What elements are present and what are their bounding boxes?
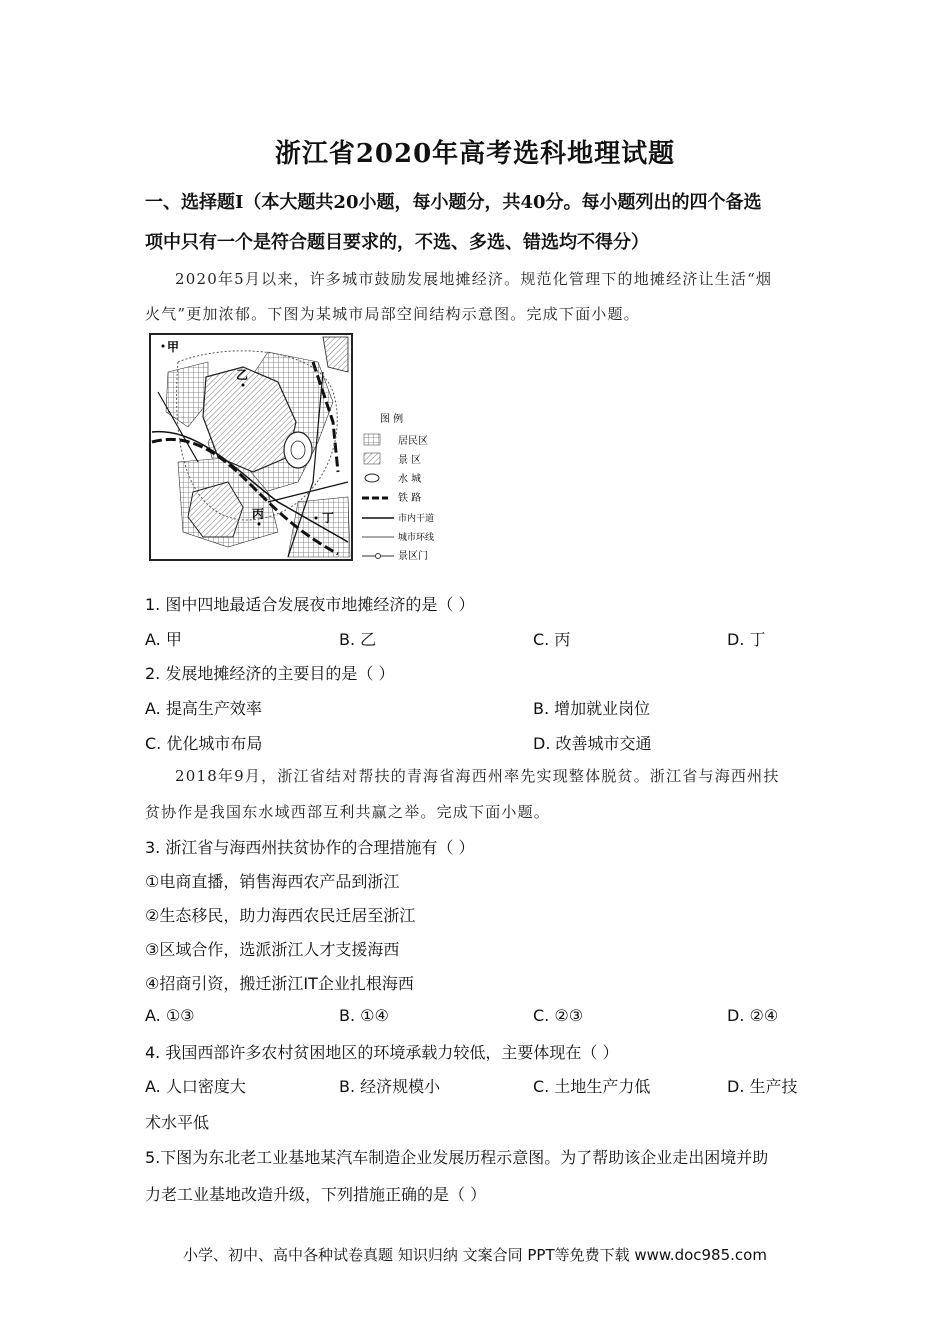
place-ding: 丁 bbox=[322, 511, 335, 525]
legend-ring-road: 城市环线 bbox=[398, 533, 435, 543]
legend-main-road: 市内干道 bbox=[398, 514, 435, 524]
q3-item-2: ②生态移民，助力海西农民迁居至浙江 bbox=[145, 906, 416, 925]
water-city bbox=[284, 432, 312, 468]
legend-title: 图 例 bbox=[380, 414, 404, 425]
legend-residential: 居民区 bbox=[398, 436, 428, 447]
q3-stem: 3. 浙江省与海西州扶贫协作的合理措施有（ ） bbox=[145, 838, 475, 857]
legend-swatch-residential bbox=[364, 434, 380, 445]
q1-option-d: D. 丁 bbox=[727, 630, 766, 649]
q2-option-c: C. 优化城市布局 bbox=[145, 734, 263, 753]
q3-item-3: ③区域合作，选派浙江人才支援海西 bbox=[145, 940, 400, 959]
intro2-line-1: 2018年9月，浙江省结对帮扶的青海省海西州率先实现整体脱贫。浙江省与海西州扶 bbox=[175, 767, 780, 785]
q1-stem: 1. 图中四地最适合发展夜市地摊经济的是（ ） bbox=[145, 595, 475, 614]
section-heading-line-2: 项中只有一个是符合题目要求的，不选、多选、错选均不得分） bbox=[145, 232, 649, 253]
legend-water: 水 城 bbox=[398, 474, 422, 485]
q5-stem-line-2: 力老工业基地改造升级，下列措施正确的是（ ） bbox=[145, 1185, 487, 1204]
map-legend bbox=[362, 412, 434, 562]
q4-option-c: C. 土地生产力低 bbox=[533, 1077, 651, 1096]
q3-option-c: C. ②③ bbox=[533, 1006, 584, 1025]
intro1-line-2: 火气”更加浓郁。下图为某城市局部空间结构示意图。完成下面小题。 bbox=[145, 305, 640, 323]
q3-option-b: B. ①④ bbox=[339, 1006, 389, 1025]
q4-option-a: A. 人口密度大 bbox=[145, 1077, 246, 1096]
intro2-line-2: 贫协作是我国东水域西部互利共赢之举。完成下面小题。 bbox=[145, 803, 551, 821]
page-title: 浙江省2020年高考选科地理试题 bbox=[274, 139, 676, 169]
legend-scenic: 景 区 bbox=[398, 455, 422, 466]
legend-swatch-scenic bbox=[364, 453, 380, 464]
q3-option-d: D. ②④ bbox=[727, 1006, 779, 1025]
section-heading-line-1: 一、选择题I（本大题共20小题，每小题分，共40分。每小题列出的四个备选 bbox=[145, 192, 762, 213]
q4-stem: 4. 我国西部许多农村贫困地区的环境承载力较低，主要体现在（ ） bbox=[145, 1043, 619, 1062]
q1-option-b: B. 乙 bbox=[339, 630, 377, 649]
city-structure-map bbox=[148, 332, 440, 564]
place-bing: 丙 bbox=[252, 507, 265, 521]
q1-option-a: A. 甲 bbox=[145, 630, 182, 649]
legend-railway: 铁 路 bbox=[398, 493, 422, 504]
q2-option-a: A. 提高生产效率 bbox=[145, 699, 262, 718]
place-jia: 甲 bbox=[167, 340, 180, 354]
legend-swatch-water bbox=[365, 474, 379, 482]
place-yi: 乙 bbox=[236, 368, 249, 382]
q2-stem: 2. 发展地摊经济的主要目的是（ ） bbox=[145, 664, 395, 683]
q3-item-4: ④招商引资，搬迁浙江IT企业扎根海西 bbox=[145, 974, 414, 993]
q4-option-d: D. 生产技 bbox=[727, 1077, 798, 1096]
q3-option-a: A. ①③ bbox=[145, 1006, 195, 1025]
q2-option-b: B. 增加就业岗位 bbox=[533, 699, 651, 718]
q2-option-d: D. 改善城市交通 bbox=[533, 734, 652, 753]
intro1-line-1: 2020年5月以来，许多城市鼓励发展地摊经济。规范化管理下的地摊经济让生活“烟 bbox=[175, 270, 773, 288]
page-footer: 小学、初中、高中各种试卷真题 知识归纳 文案合同 PPT等免费下载 www.doc985.com bbox=[183, 1246, 767, 1264]
q3-item-1: ①电商直播，销售海西农产品到浙江 bbox=[145, 872, 400, 891]
legend-gate: 景区门 bbox=[398, 551, 428, 562]
q1-option-c: C. 丙 bbox=[533, 630, 571, 649]
q4-option-d-continuation: 术水平低 bbox=[145, 1113, 210, 1132]
q5-stem-line-1: 5.下图为东北老工业基地某汽车制造企业发展历程示意图。为了帮助该企业走出困境并助 bbox=[145, 1148, 769, 1167]
q4-option-b: B. 经济规模小 bbox=[339, 1077, 441, 1096]
